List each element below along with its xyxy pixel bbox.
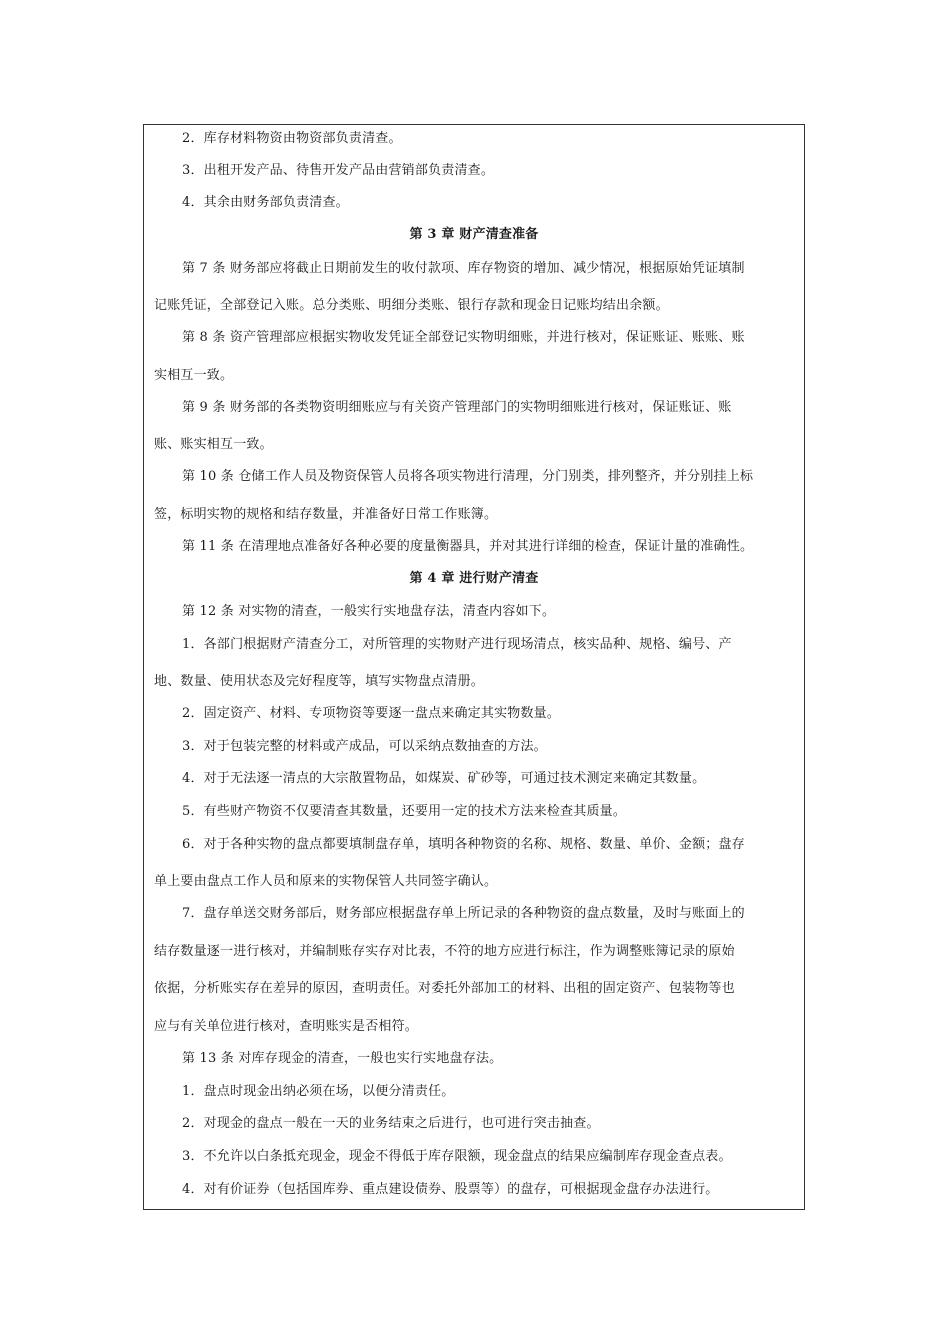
article-text: 第 7 条 财务部应将截止日期前发生的收付款项、库存物资的增加、减少情况，根据原始凭证填制: [182, 261, 745, 276]
article-text: 实相互一致。: [154, 368, 234, 383]
document-frame: [143, 124, 805, 1210]
list-item: 7．盘存单送交财务部后，财务部应根据盘存单上所记录的各种物资的盘点数量，及时与账面上的: [182, 906, 745, 921]
list-item: 1．盘点时现金出纳必须在场，以便分清责任。: [182, 1084, 455, 1099]
list-item: 5．有些财产物资不仅要清查其数量，还要用一定的技术方法来检查其质量。: [182, 804, 627, 819]
list-item: 4．对有价证券（包括国库券、重点建设债券、股票等）的盘存，可根据现金盘存办法进行。: [182, 1182, 719, 1197]
article-text: 签，标明实物的规格和结存数量，并准备好日常工作账簿。: [154, 507, 498, 522]
article-text: 第 10 条 仓储工作人员及物资保管人员将各项实物进行清理，分门别类，排列整齐，并分别挂上标: [182, 469, 754, 484]
article-text: 第 11 条 在清理地点准备好各种必要的度量衡器具，并对其进行详细的检查，保证计量的准确性。: [182, 539, 754, 554]
list-item: 4．其余由财务部负责清查。: [182, 195, 349, 210]
list-item: 2．对现金的盘点一般在一天的业务结束之后进行，也可进行突击抽查。: [182, 1116, 600, 1131]
article-text: 第 12 条 对实物的清查，一般实行实地盘存法，清查内容如下。: [182, 604, 556, 619]
list-item: 应与有关单位进行核对，查明账实是否相符。: [154, 1019, 419, 1034]
list-item: 4．对于无法逐一清点的大宗散置物品，如煤炭、矿砂等，可通过技术测定来确定其数量。: [182, 771, 706, 786]
list-item: 依据，分析账实存在差异的原因，查明责任。对委托外部加工的材料、出租的固定资产、包装物等也: [154, 981, 735, 996]
chapter-heading: 第 4 章 进行财产清查: [409, 571, 539, 586]
list-item: 3．不允许以白条抵充现金，现金不得低于库存限额，现金盘点的结果应编制库存现金查点表。: [182, 1149, 732, 1164]
list-item: 3．对于包装完整的材料或产成品，可以采纳点数抽查的方法。: [182, 739, 547, 754]
list-item: 1．各部门根据财产清查分工，对所管理的实物财产进行现场清点，核实品种、规格、编号、产: [182, 637, 732, 652]
article-text: 账、账实相互一致。: [154, 437, 273, 452]
article-text: 记账凭证，全部登记入账。总分类账、明细分类账、银行存款和现金日记账均结出余额。: [154, 298, 669, 313]
list-item: 6．对于各种实物的盘点都要填制盘存单，填明各种物资的名称、规格、数量、单价、金额；盘存: [182, 837, 745, 852]
list-item: 单上要由盘点工作人员和原来的实物保管人共同签字确认。: [154, 874, 498, 889]
chapter-heading: 第 3 章 财产清查准备: [409, 227, 539, 242]
list-item: 2．库存材料物资由物资部负责清查。: [182, 131, 402, 146]
article-text: 第 9 条 财务部的各类物资明细账应与有关资产管理部门的实物明细账进行核对，保证账证、账: [182, 400, 732, 415]
list-item: 2．固定资产、材料、专项物资等要逐一盘点来确定其实物数量。: [182, 706, 561, 721]
list-item: 地、数量、使用状态及完好程度等，填写实物盘点清册。: [154, 674, 485, 689]
article-text: 第 8 条 资产管理部应根据实物收发凭证全部登记实物明细账，并进行核对，保证账证、账账、账: [182, 330, 745, 345]
article-text: 第 13 条 对库存现金的清查，一般也实行实地盘存法。: [182, 1051, 503, 1066]
list-item: 结存数量逐一进行核对，并编制账存实存对比表，不符的地方应进行标注，作为调整账簿记录的原始: [154, 944, 735, 959]
list-item: 3．出租开发产品、待售开发产品由营销部负责清查。: [182, 163, 495, 178]
